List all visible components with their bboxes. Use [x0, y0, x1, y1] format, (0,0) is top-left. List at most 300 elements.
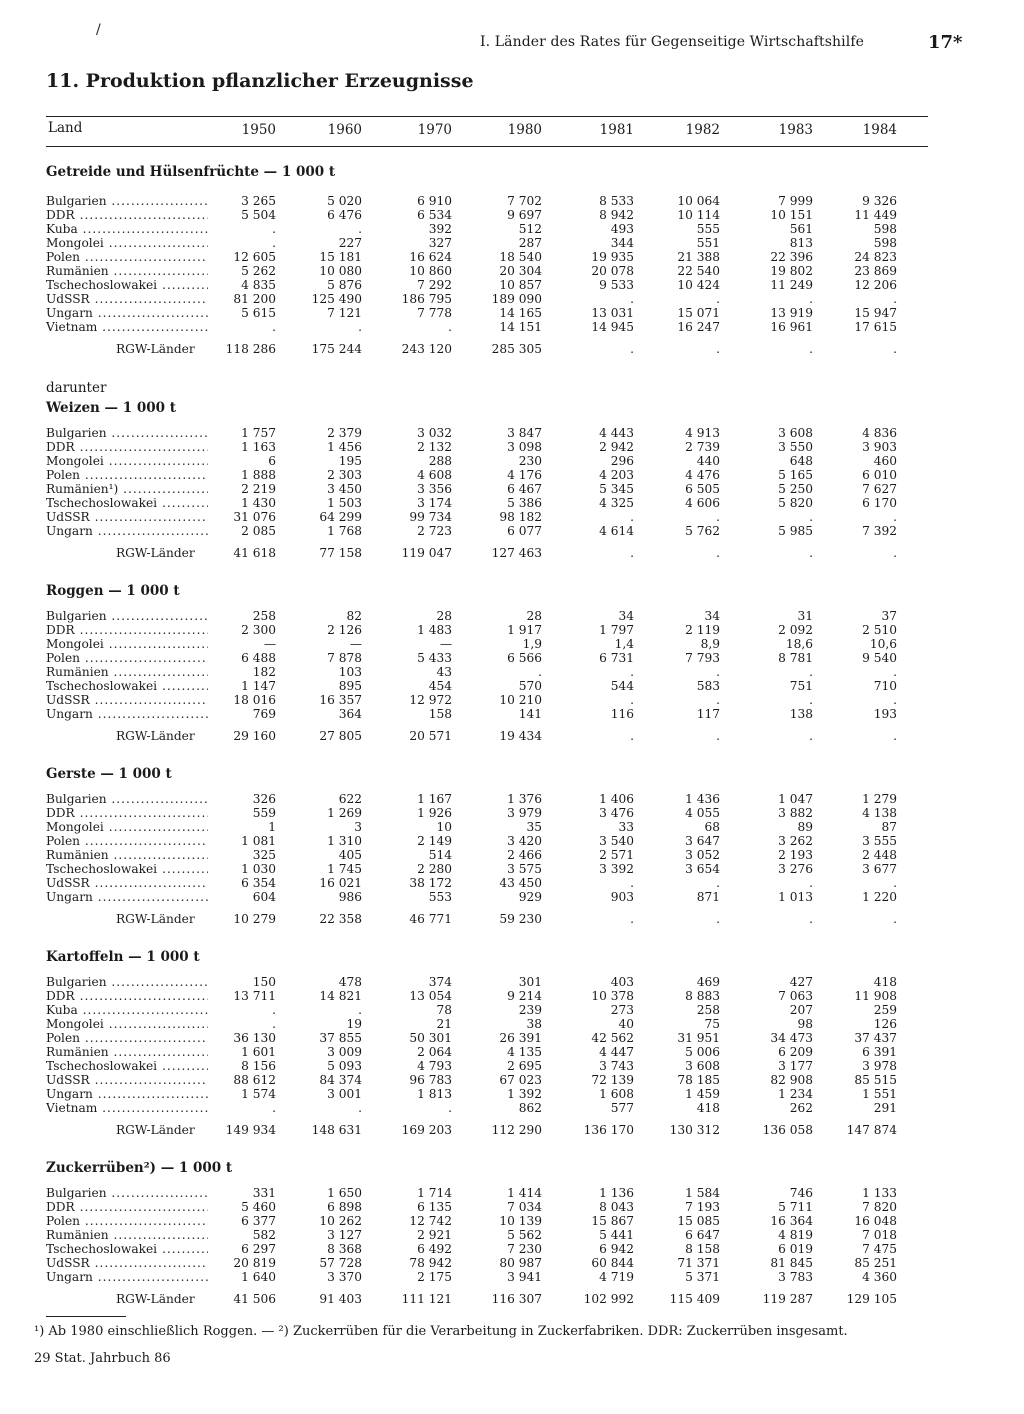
country-name: UdSSR .....: [46, 1256, 208, 1270]
country-name: Rumänien .....: [46, 264, 208, 278]
value-cell: 141: [518, 707, 542, 721]
value-cell: 239: [518, 1003, 542, 1017]
country-name: Ungarn .....: [46, 524, 208, 538]
value-cell: .: [272, 1003, 276, 1017]
table-row: [0, 510, 1024, 524]
value-cell: 115 409: [669, 1292, 720, 1306]
value-cell: 291: [873, 1101, 897, 1115]
value-cell: 1 551: [862, 1087, 897, 1101]
value-cell: 288: [428, 454, 452, 468]
country-name: DDR .....: [46, 208, 208, 222]
value-cell: 149 934: [225, 1123, 276, 1137]
value-cell: .: [893, 693, 897, 707]
table-row: [0, 890, 1024, 904]
value-cell: 4 835: [241, 278, 276, 292]
value-cell: 41 618: [233, 546, 276, 560]
value-cell: 1 047: [778, 792, 813, 806]
value-cell: 746: [789, 1186, 813, 1200]
value-cell: 169 203: [401, 1123, 452, 1137]
value-cell: 5 006: [685, 1045, 720, 1059]
value-cell: 2 149: [417, 834, 452, 848]
value-cell: 344: [610, 236, 634, 250]
header-rule-top: [46, 116, 928, 117]
value-cell: 544: [610, 679, 634, 693]
country-name: Bulgarien .....: [46, 792, 208, 806]
table-row: [0, 707, 1024, 721]
value-cell: 5 262: [241, 264, 276, 278]
value-cell: 555: [696, 222, 720, 236]
table-row: [0, 876, 1024, 890]
value-cell: 2 739: [685, 440, 720, 454]
country-name: Bulgarien .....: [46, 194, 208, 208]
value-cell: 15 071: [677, 306, 720, 320]
value-cell: 598: [873, 222, 897, 236]
country-name: Mongolei .....: [46, 1017, 208, 1031]
value-cell: 7 230: [507, 1242, 542, 1256]
value-cell: 3 550: [778, 440, 813, 454]
value-cell: 2 085: [241, 524, 276, 538]
total-row: [0, 546, 1024, 560]
value-cell: 17 615: [854, 320, 897, 334]
value-cell: 4 608: [417, 468, 452, 482]
value-cell: 3 847: [507, 426, 542, 440]
table-row: [0, 665, 1024, 679]
value-cell: 2 379: [327, 426, 362, 440]
value-cell: .: [716, 665, 720, 679]
value-cell: 182: [252, 665, 276, 679]
value-cell: 50 301: [409, 1031, 452, 1045]
country-name: Tschechoslowakei .....: [46, 679, 208, 693]
value-cell: 13 031: [591, 306, 634, 320]
value-cell: 871: [696, 890, 720, 904]
value-cell: 4 836: [862, 426, 897, 440]
value-cell: 136 170: [583, 1123, 634, 1137]
country-name: Rumänien¹) .....: [46, 482, 208, 496]
value-cell: 8 942: [599, 208, 634, 222]
value-cell: 147 874: [846, 1123, 897, 1137]
value-cell: 15 085: [677, 1214, 720, 1228]
value-cell: 1,9: [522, 637, 542, 651]
value-cell: 80 987: [499, 1256, 542, 1270]
value-cell: 64 299: [319, 510, 362, 524]
value-cell: 3 098: [507, 440, 542, 454]
value-cell: 34 473: [770, 1031, 813, 1045]
table-row: [0, 1200, 1024, 1214]
value-cell: 6 488: [241, 651, 276, 665]
table-row: [0, 834, 1024, 848]
total-row: [0, 342, 1024, 356]
value-cell: 111 121: [401, 1292, 452, 1306]
value-cell: .: [716, 729, 720, 743]
value-cell: 91 403: [319, 1292, 362, 1306]
value-cell: 10 279: [233, 912, 276, 926]
value-cell: 1 768: [327, 524, 362, 538]
value-cell: 12 206: [854, 278, 897, 292]
value-cell: 29 160: [233, 729, 276, 743]
value-cell: 3 262: [778, 834, 813, 848]
value-cell: 189 090: [491, 292, 542, 306]
value-cell: 6 209: [778, 1045, 813, 1059]
value-cell: 3 177: [778, 1059, 813, 1073]
value-cell: 6 077: [507, 524, 542, 538]
value-cell: 37: [881, 609, 897, 623]
value-cell: 4 793: [417, 1059, 452, 1073]
value-cell: .: [893, 665, 897, 679]
value-cell: 7 778: [417, 306, 452, 320]
value-cell: 5 460: [241, 1200, 276, 1214]
section-title: Weizen — 1 000 t: [46, 400, 176, 416]
value-cell: 3 978: [862, 1059, 897, 1073]
value-cell: 3 647: [685, 834, 720, 848]
value-cell: 6 910: [417, 194, 452, 208]
country-name: UdSSR .....: [46, 1073, 208, 1087]
value-cell: 6 942: [599, 1242, 634, 1256]
value-cell: 1 310: [327, 834, 362, 848]
value-cell: 15 867: [591, 1214, 634, 1228]
value-cell: 38 172: [409, 876, 452, 890]
value-cell: 37 855: [319, 1031, 362, 1045]
value-cell: 7 034: [507, 1200, 542, 1214]
value-cell: 6 534: [417, 208, 452, 222]
value-cell: 119 047: [401, 546, 452, 560]
table-row: [0, 848, 1024, 862]
value-cell: 374: [428, 975, 452, 989]
value-cell: 2 571: [599, 848, 634, 862]
value-cell: 2 193: [778, 848, 813, 862]
value-cell: .: [716, 510, 720, 524]
value-cell: 3 450: [327, 482, 362, 496]
value-cell: 84 374: [319, 1073, 362, 1087]
value-cell: 175 244: [311, 342, 362, 356]
value-cell: 57 728: [319, 1256, 362, 1270]
value-cell: 1 574: [241, 1087, 276, 1101]
darunter-label: darunter: [46, 380, 107, 396]
country-name: DDR .....: [46, 1200, 208, 1214]
value-cell: 9 533: [599, 278, 634, 292]
value-cell: 16 357: [319, 693, 362, 707]
value-cell: 3 882: [778, 806, 813, 820]
value-cell: 42 562: [591, 1031, 634, 1045]
country-name: Bulgarien .....: [46, 609, 208, 623]
table-header: [0, 120, 1024, 140]
value-cell: 14 165: [499, 306, 542, 320]
value-cell: 10 210: [499, 693, 542, 707]
value-cell: .: [809, 693, 813, 707]
country-name: Rumänien .....: [46, 1045, 208, 1059]
table-row: [0, 320, 1024, 334]
value-cell: 710: [873, 679, 897, 693]
value-cell: 3 608: [685, 1059, 720, 1073]
value-cell: 2 510: [862, 623, 897, 637]
value-cell: 20 304: [499, 264, 542, 278]
table-row: [0, 806, 1024, 820]
value-cell: 3 001: [327, 1087, 362, 1101]
section-title: Roggen — 1 000 t: [46, 583, 180, 599]
value-cell: 3 743: [599, 1059, 634, 1073]
value-cell: 13 711: [233, 989, 276, 1003]
value-cell: .: [893, 729, 897, 743]
total-label: RGW-Länder: [116, 729, 195, 743]
value-cell: 551: [696, 236, 720, 250]
value-cell: .: [893, 876, 897, 890]
total-label: RGW-Länder: [116, 546, 195, 560]
table-row: [0, 440, 1024, 454]
value-cell: 11 449: [854, 208, 897, 222]
value-cell: 4 138: [862, 806, 897, 820]
value-cell: 3 903: [862, 440, 897, 454]
table-row: [0, 679, 1024, 693]
value-cell: .: [716, 693, 720, 707]
value-cell: 1 220: [862, 890, 897, 904]
country-name: Ungarn .....: [46, 890, 208, 904]
total-label: RGW-Länder: [116, 342, 195, 356]
value-cell: 493: [610, 222, 634, 236]
column-header-year: 1982: [685, 122, 720, 138]
value-cell: 577: [610, 1101, 634, 1115]
value-cell: 16 021: [319, 876, 362, 890]
value-cell: 1 601: [241, 1045, 276, 1059]
value-cell: .: [630, 912, 634, 926]
value-cell: 31 076: [233, 510, 276, 524]
value-cell: 1 745: [327, 862, 362, 876]
value-cell: 1 714: [417, 1186, 452, 1200]
value-cell: 1 650: [327, 1186, 362, 1200]
value-cell: .: [272, 320, 276, 334]
value-cell: 2 126: [327, 623, 362, 637]
value-cell: 7 820: [862, 1200, 897, 1214]
country-name: Bulgarien .....: [46, 975, 208, 989]
value-cell: .: [893, 292, 897, 306]
table-row: [0, 651, 1024, 665]
value-cell: .: [809, 546, 813, 560]
value-cell: 78 185: [677, 1073, 720, 1087]
value-cell: 60 844: [591, 1256, 634, 1270]
page-number: 17*: [928, 32, 963, 53]
country-name: Rumänien .....: [46, 1228, 208, 1242]
value-cell: 1 269: [327, 806, 362, 820]
value-cell: 2 064: [417, 1045, 452, 1059]
table-row: [0, 1017, 1024, 1031]
table-row: [0, 820, 1024, 834]
value-cell: 7 018: [862, 1228, 897, 1242]
value-cell: 1 483: [417, 623, 452, 637]
value-cell: 6 492: [417, 1242, 452, 1256]
value-cell: 895: [338, 679, 362, 693]
value-cell: 8 043: [599, 1200, 634, 1214]
value-cell: .: [630, 546, 634, 560]
value-cell: 1 279: [862, 792, 897, 806]
value-cell: 117: [696, 707, 720, 721]
country-name: Polen .....: [46, 250, 208, 264]
table-row: [0, 609, 1024, 623]
value-cell: 4 203: [599, 468, 634, 482]
value-cell: 460: [873, 454, 897, 468]
value-cell: .: [809, 510, 813, 524]
value-cell: 3 276: [778, 862, 813, 876]
value-cell: 3 052: [685, 848, 720, 862]
value-cell: 4 614: [599, 524, 634, 538]
value-cell: 15 181: [319, 250, 362, 264]
value-cell: 582: [252, 1228, 276, 1242]
value-cell: .: [272, 1101, 276, 1115]
value-cell: 10 857: [499, 278, 542, 292]
country-name: Tschechoslowakei .....: [46, 278, 208, 292]
value-cell: 71 371: [677, 1256, 720, 1270]
value-cell: 129 105: [846, 1292, 897, 1306]
value-cell: 22 396: [770, 250, 813, 264]
value-cell: 3 476: [599, 806, 634, 820]
value-cell: 331: [252, 1186, 276, 1200]
table-row: [0, 1101, 1024, 1115]
value-cell: .: [272, 222, 276, 236]
value-cell: .: [809, 342, 813, 356]
value-cell: 7 063: [778, 989, 813, 1003]
value-cell: .: [630, 693, 634, 707]
value-cell: 1 797: [599, 623, 634, 637]
value-cell: 3 575: [507, 862, 542, 876]
value-cell: 6 505: [685, 482, 720, 496]
value-cell: 227: [338, 236, 362, 250]
country-name: Mongolei .....: [46, 820, 208, 834]
table-row: [0, 1214, 1024, 1228]
value-cell: 403: [610, 975, 634, 989]
value-cell: 6 898: [327, 1200, 362, 1214]
total-row: [0, 729, 1024, 743]
table-row: [0, 1059, 1024, 1073]
table-row: [0, 1003, 1024, 1017]
value-cell: 12 605: [233, 250, 276, 264]
value-cell: .: [630, 876, 634, 890]
value-cell: 10 378: [591, 989, 634, 1003]
value-cell: 13 919: [770, 306, 813, 320]
value-cell: 8 368: [327, 1242, 362, 1256]
section-title: Getreide und Hülsenfrüchte — 1 000 t: [46, 164, 336, 180]
value-cell: 514: [428, 848, 452, 862]
value-cell: 2 219: [241, 482, 276, 496]
value-cell: 15 947: [854, 306, 897, 320]
country-name: Ungarn .....: [46, 707, 208, 721]
value-cell: 8 156: [241, 1059, 276, 1073]
value-cell: —: [263, 637, 276, 651]
value-cell: 3: [354, 820, 362, 834]
value-cell: 469: [696, 975, 720, 989]
total-row: [0, 1292, 1024, 1306]
value-cell: 583: [696, 679, 720, 693]
country-name: Ungarn .....: [46, 1270, 208, 1284]
table-row: [0, 482, 1024, 496]
value-cell: 1 430: [241, 496, 276, 510]
value-cell: 4 325: [599, 496, 634, 510]
value-cell: 862: [518, 1101, 542, 1115]
value-cell: 10 080: [319, 264, 362, 278]
value-cell: 9 214: [507, 989, 542, 1003]
value-cell: 24 823: [854, 250, 897, 264]
column-header-year: 1983: [778, 122, 813, 138]
value-cell: 622: [338, 792, 362, 806]
value-cell: 10 860: [409, 264, 452, 278]
table-row: [0, 264, 1024, 278]
value-cell: 5 020: [327, 194, 362, 208]
country-name: Tschechoslowakei .....: [46, 862, 208, 876]
value-cell: 8 883: [685, 989, 720, 1003]
column-header-year: 1984: [862, 122, 897, 138]
value-cell: 1 459: [685, 1087, 720, 1101]
country-name: UdSSR .....: [46, 876, 208, 890]
value-cell: 903: [610, 890, 634, 904]
value-cell: 99 734: [409, 510, 452, 524]
value-cell: 3 677: [862, 862, 897, 876]
value-cell: 301: [518, 975, 542, 989]
value-cell: 6 476: [327, 208, 362, 222]
value-cell: 1 584: [685, 1186, 720, 1200]
value-cell: .: [716, 342, 720, 356]
value-cell: 27 805: [319, 729, 362, 743]
country-name: DDR .....: [46, 440, 208, 454]
value-cell: 1 757: [241, 426, 276, 440]
value-cell: 5 985: [778, 524, 813, 538]
value-cell: 41 506: [233, 1292, 276, 1306]
value-cell: 103: [338, 665, 362, 679]
footnote: ¹) Ab 1980 einschließlich Roggen. — ²) Zuckerrüben für die Verarbeitung in Zuckerfabriken. DDR: Zuckerrüben insgesamt.: [34, 1324, 848, 1339]
value-cell: .: [716, 292, 720, 306]
value-cell: 11 249: [770, 278, 813, 292]
table-row: [0, 306, 1024, 320]
header-rule-bottom: [46, 146, 928, 147]
value-cell: 138: [789, 707, 813, 721]
value-cell: 3 540: [599, 834, 634, 848]
country-name: Rumänien .....: [46, 665, 208, 679]
table-row: [0, 862, 1024, 876]
value-cell: 16 364: [770, 1214, 813, 1228]
value-cell: 3 783: [778, 1270, 813, 1284]
value-cell: 1 392: [507, 1087, 542, 1101]
value-cell: 929: [518, 890, 542, 904]
value-cell: 364: [338, 707, 362, 721]
value-cell: 116: [610, 707, 634, 721]
value-cell: 148 631: [311, 1123, 362, 1137]
table-row: [0, 292, 1024, 306]
value-cell: 1 813: [417, 1087, 452, 1101]
value-cell: 3 370: [327, 1270, 362, 1284]
value-cell: 1 503: [327, 496, 362, 510]
value-cell: 3 941: [507, 1270, 542, 1284]
value-cell: 1 640: [241, 1270, 276, 1284]
total-label: RGW-Länder: [116, 912, 195, 926]
value-cell: 5 165: [778, 468, 813, 482]
value-cell: 1 081: [241, 834, 276, 848]
value-cell: 46 771: [409, 912, 452, 926]
value-cell: 16 961: [770, 320, 813, 334]
table-row: [0, 1186, 1024, 1200]
value-cell: 9 326: [862, 194, 897, 208]
value-cell: 136 058: [762, 1123, 813, 1137]
country-name: DDR .....: [46, 989, 208, 1003]
value-cell: 4 443: [599, 426, 634, 440]
column-header-year: 1970: [417, 122, 452, 138]
value-cell: 96 783: [409, 1073, 452, 1087]
value-cell: 4 719: [599, 1270, 634, 1284]
value-cell: 7 292: [417, 278, 452, 292]
value-cell: 418: [873, 975, 897, 989]
table-row: [0, 792, 1024, 806]
value-cell: 21: [436, 1017, 452, 1031]
value-cell: 13 054: [409, 989, 452, 1003]
value-cell: 18,6: [785, 637, 813, 651]
total-label: RGW-Länder: [116, 1123, 195, 1137]
value-cell: .: [448, 1101, 452, 1115]
value-cell: 36 130: [233, 1031, 276, 1045]
table-row: [0, 278, 1024, 292]
